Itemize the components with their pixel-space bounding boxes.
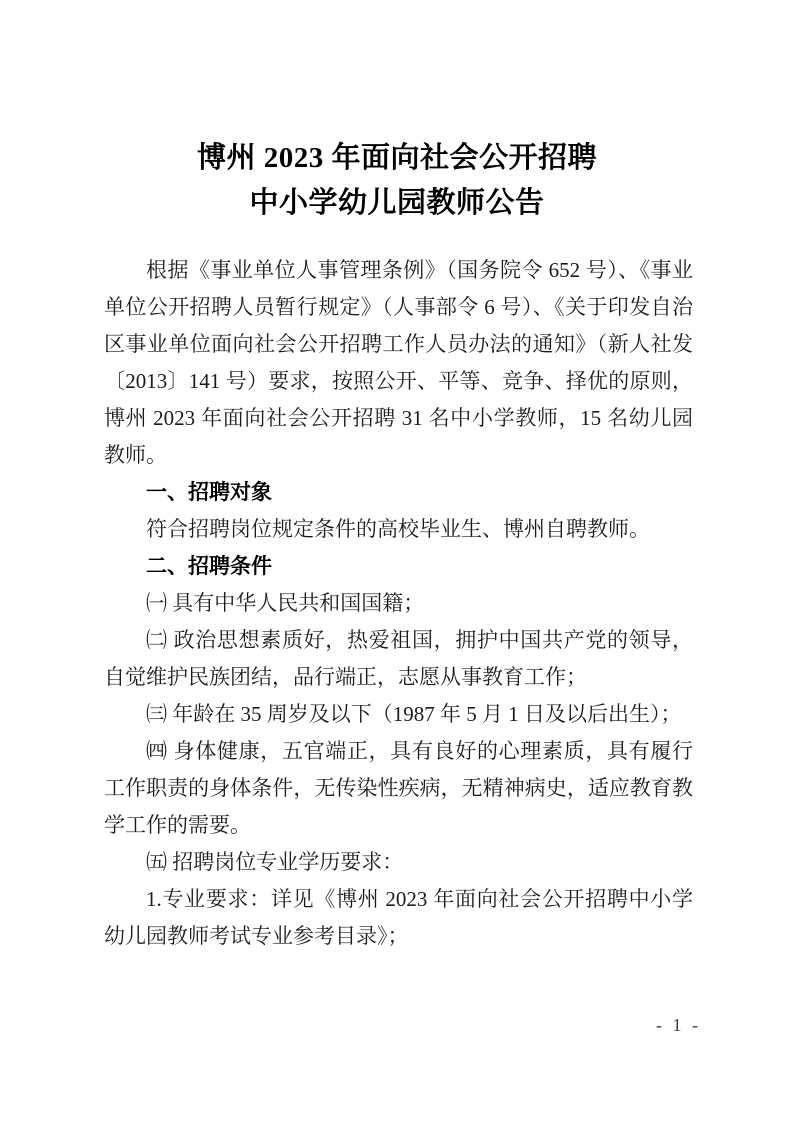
condition-item-3: ㈢ 年龄在 35 周岁及以下（1987 年 5 月 1 日及以后出生）； [146,702,682,726]
section-heading-recruitment-conditions: 二、招聘条件 [146,555,272,578]
paragraph-recruitment-targets: 符合招聘岗位规定条件的高校毕业生、博州自聘教师。 [146,517,650,541]
document-body [104,252,693,955]
page-number: - 1 - [656,1015,701,1035]
condition-item-2: ㈡ 政治思想素质好，热爱祖国，拥护中国共产党的领导，自觉维护民族团结，品行端正，志愿从事教育工作； [104,628,693,689]
condition-item-1: ㈠ 具有中华人民共和国国籍； [146,591,425,615]
paragraph-intro: 根据《事业单位人事管理条例》（国务院令 652 号）、《事业单位公开招聘人员暂行规定》（人事部令 6 号）、《关于印发自治区事业单位面向社会公开招聘工作人员办法的通知》（新人社发〔2013〕141 号）要求，按照公开、平等、竞争、择优的原则，博州 2023 年面向社会公开招聘 31 名中小学教师，15 名幼儿园教师。 [104,258,693,467]
condition-item-5: ㈤ 招聘岗位专业学历要求： [146,850,404,874]
document-title [103,136,691,226]
title-line-1: 博州 2023 年面向社会公开招聘 [196,142,597,174]
section-heading-recruitment-targets: 一、招聘对象 [146,481,272,504]
condition-item-5-sub-1: 1.专业要求：详见《博州 2023 年面向社会公开招聘中小学幼儿园教师考试专业参考目录》； [104,887,693,948]
title-line-2: 中小学幼儿园教师公告 [249,187,545,219]
condition-item-4: ㈣ 身体健康，五官端正，具有良好的心理素质，具有履行工作职责的身体条件，无传染性疾病，无精神病史，适应教育教学工作的需要。 [104,739,693,837]
